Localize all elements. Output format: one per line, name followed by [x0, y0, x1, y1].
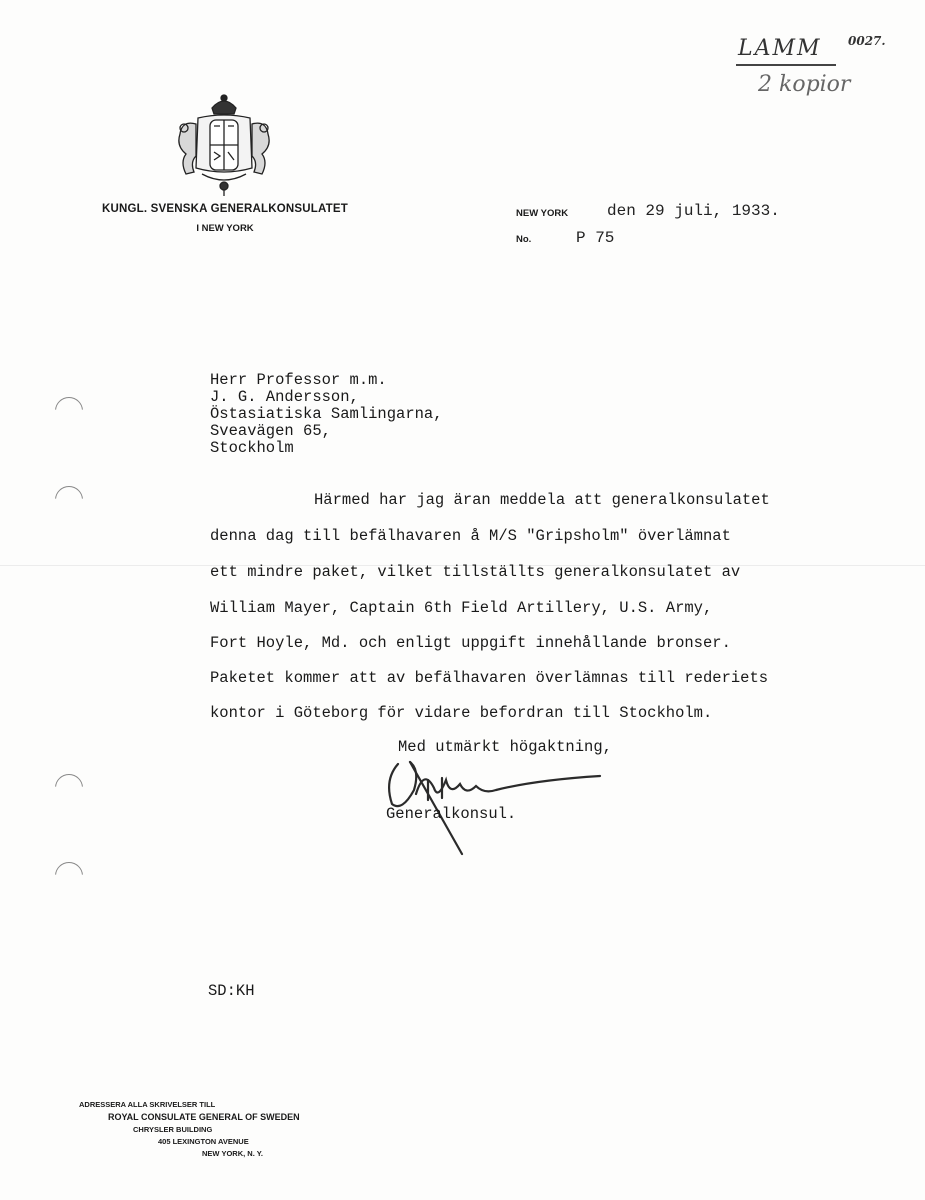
- address-line: Stockholm: [210, 439, 294, 457]
- signature-title: Generalkonsul.: [386, 805, 517, 823]
- annotation-number: 0027.: [848, 34, 886, 48]
- punch-hole: [55, 862, 83, 890]
- annotation-lamm: LAMM: [738, 36, 822, 61]
- punch-hole: [55, 397, 83, 425]
- recipient-address: [210, 372, 443, 457]
- place-label: NEW YORK: [516, 208, 569, 219]
- punch-hole: [55, 774, 83, 802]
- annotation-copies: 2 kopior: [758, 72, 851, 97]
- address-line: Sveavägen 65,: [210, 422, 331, 440]
- body-line: Härmed har jag äran meddela att generalkonsulatet: [314, 491, 770, 509]
- footer-building: CHRYSLER BUILDING: [133, 1125, 213, 1134]
- footer-street: 405 LEXINGTON AVENUE: [158, 1137, 249, 1146]
- organization-city: I NEW YORK: [196, 223, 254, 234]
- footer-city: NEW YORK, N. Y.: [202, 1149, 263, 1158]
- footer-instruction: ADRESSERA ALLA SKRIVELSER TILL: [79, 1100, 216, 1109]
- coat-of-arms-icon: [172, 90, 276, 198]
- letter-date: den 29 juli, 1933.: [607, 202, 780, 220]
- number-label: No.: [516, 234, 532, 245]
- body-line: ett mindre paket, vilket tillställts generalkonsulatet av: [210, 563, 741, 581]
- body-line: Paketet kommer att av befälhavaren överlämnas till rederiets: [210, 669, 769, 687]
- body-line: Fort Hoyle, Md. och enligt uppgift innehållande bronser.: [210, 634, 731, 652]
- typist-initials: SD:KH: [208, 982, 255, 1000]
- address-line: Herr Professor m.m.: [210, 371, 387, 389]
- address-line: Östasiatiska Samlingarna,: [210, 405, 443, 423]
- body-line: kontor i Göteborg för vidare befordran till Stockholm.: [210, 704, 713, 722]
- reference-number: P 75: [576, 229, 615, 247]
- body-line: William Mayer, Captain 6th Field Artillery, U.S. Army,: [210, 599, 713, 617]
- footer-consulate-name: ROYAL CONSULATE GENERAL OF SWEDEN: [108, 1112, 300, 1122]
- body-line: denna dag till befälhavaren å M/S "Gripsholm" överlämnat: [210, 527, 731, 545]
- annotation-underline: [736, 64, 836, 66]
- organization-name: KUNGL. SVENSKA GENERALKONSULATET: [102, 203, 348, 215]
- punch-hole: [55, 486, 83, 514]
- address-line: J. G. Andersson,: [210, 388, 359, 406]
- closing-line: Med utmärkt högaktning,: [398, 738, 612, 756]
